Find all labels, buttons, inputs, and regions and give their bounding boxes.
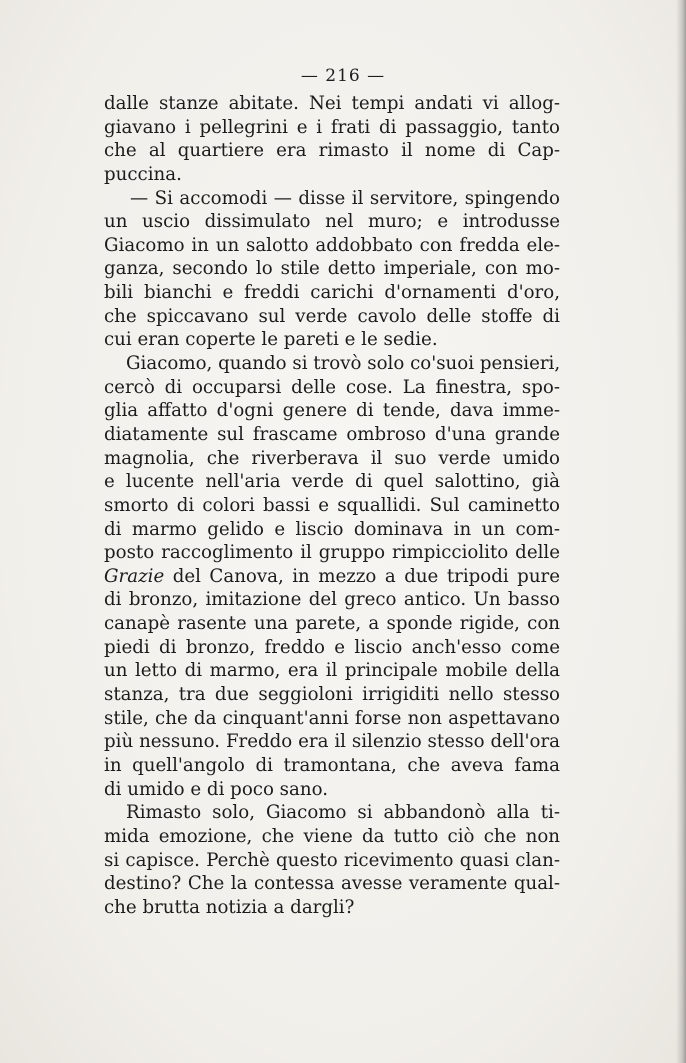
text-line: cui eran coperte le pareti e le sedie.	[104, 329, 438, 351]
text-line: stanza, tra due seggioloni irrigiditi nello stesso	[104, 684, 560, 706]
text-line: piedi di bronzo, freddo e liscio anch'esso come	[104, 636, 560, 658]
text-line: puccina.	[104, 163, 182, 185]
text-line: un uscio dissimulato nel muro; e introdusse	[104, 211, 560, 233]
text-line: destino? Che la contessa avesse veramente qual-	[104, 873, 560, 895]
text-line: e lucente nell'aria verde di quel salottino, già	[104, 471, 560, 493]
page-edge-shadow	[676, 0, 686, 1063]
text-line-rest: del Canova, in mezzo a due tripodi pure	[164, 565, 560, 587]
text-line: di umido e di poco sano.	[104, 778, 328, 800]
text-line: canapè rasente una parete, a sponde rigide, con	[104, 613, 560, 635]
text-line: diatamente sul frascame ombroso d'una grande	[104, 423, 560, 445]
text-line: si capisce. Perchè questo ricevimento quasi clan-	[104, 849, 560, 871]
text-line: ganza, secondo lo stile detto imperiale, con mo-	[104, 258, 560, 280]
text-line	[104, 565, 560, 589]
text-line: magnolia, che riverberava il suo verde umido	[104, 447, 560, 469]
text-line: glia affatto d'ogni genere di tende, dava imme-	[104, 400, 560, 422]
body-text	[104, 92, 560, 919]
text-line: mida emozione, che viene da tutto ciò che non	[104, 825, 560, 847]
text-line: di bronzo, imitazione del greco antico. Un basso	[104, 589, 560, 611]
text-line: Giacomo, quando si trovò solo co'suoi pensieri,	[126, 353, 561, 375]
text-line: posto raccoglimento il gruppo rimpicciolito delle	[104, 542, 560, 564]
text-line: che spiccavano sul verde cavolo delle stoffe di	[104, 305, 560, 327]
text-line: Rimasto solo, Giacomo si abbandonò alla ti-	[126, 802, 560, 824]
italic-title: Grazie	[104, 565, 165, 587]
text-line: smorto di colori bassi e squallidi. Sul caminetto	[104, 494, 560, 516]
text-line: che al quartiere era rimasto il nome di Cap-	[104, 140, 560, 162]
text-line: un letto di marmo, era il principale mobile della	[104, 660, 560, 682]
text-line: — Si accomodi — disse il servitore, spingendo	[130, 187, 560, 209]
text-line: più nessuno. Freddo era il silenzio stesso dell'ora	[104, 731, 560, 753]
text-line: in quell'angolo di tramontana, che aveva fama	[104, 754, 560, 776]
text-line: stile, che da cinquant'anni forse non aspettavano	[104, 707, 560, 729]
text-line: giavano i pellegrini e i frati di passaggio, tanto	[104, 116, 560, 138]
text-line: di marmo gelido e liscio dominava in un com-	[104, 518, 560, 540]
text-line: che brutta notizia a dargli?	[104, 896, 355, 918]
text-line: cercò di occuparsi delle cose. La finestra, spo-	[104, 376, 560, 398]
text-line: bili bianchi e freddi carichi d'ornamenti d'oro,	[104, 282, 560, 304]
page-number: — 216 —	[300, 66, 386, 86]
text-line: dalle stanze abitate. Nei tempi andati vi allog-	[104, 93, 560, 114]
text-line: Giacomo in un salotto addobbato con fredda ele-	[104, 234, 560, 256]
